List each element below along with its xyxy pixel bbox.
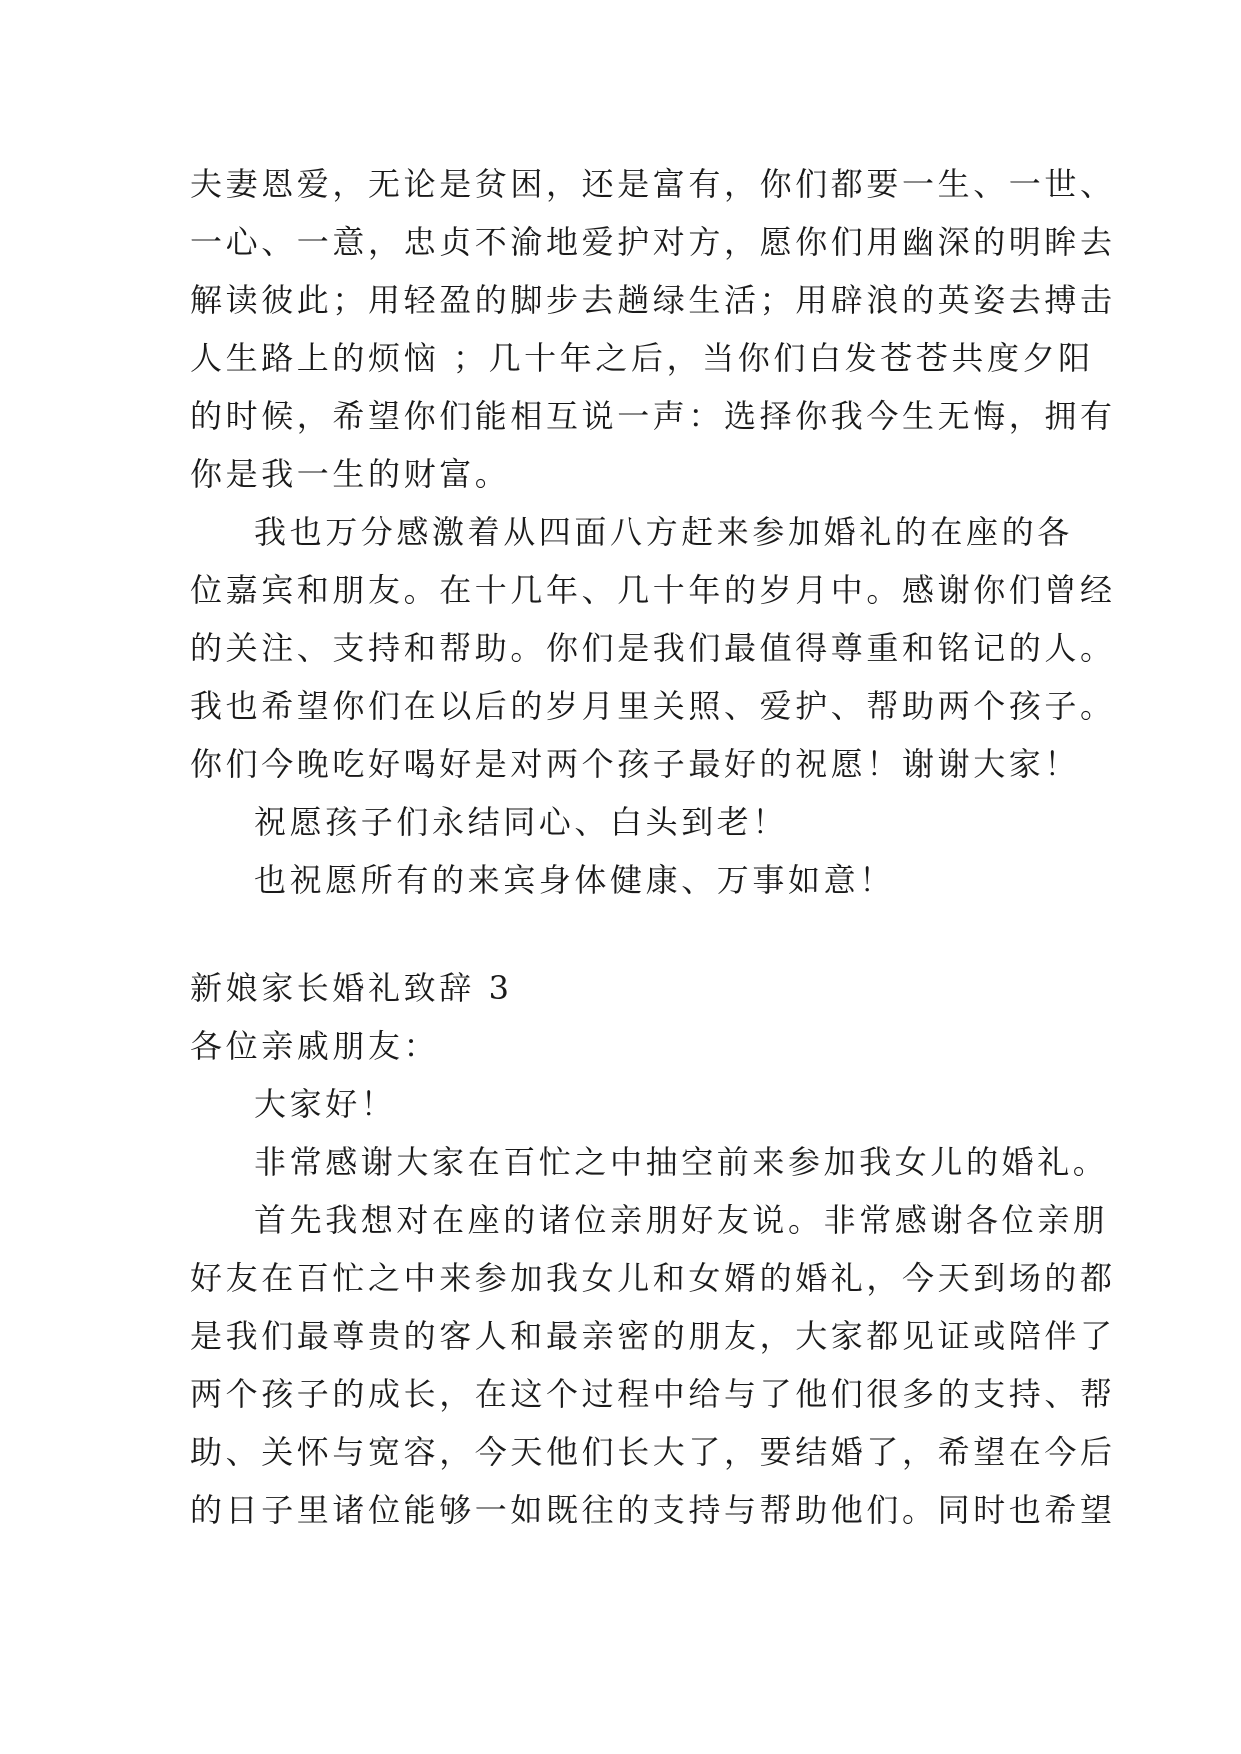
paragraph-line: 的关注、支持和帮助。你们是我们最值得尊重和铭记的人。 (190, 629, 1116, 667)
paragraph-line: 位嘉宾和朋友。在十几年、几十年的岁月中。感谢你们曾经 (190, 571, 1116, 609)
paragraph-line: 你们今晚吃好喝好是对两个孩子最好的祝愿！谢谢大家！ (190, 745, 1081, 783)
section-heading: 新娘家长婚礼致辞 3 (190, 969, 513, 1007)
paragraph-line: 解读彼此；用轻盈的脚步去趟绿生活；用辟浪的英姿去搏击 (190, 281, 1116, 319)
paragraph-line: 我也万分感激着从四面八方赶来参加婚礼的在座的各 (254, 513, 1073, 551)
paragraph-line: 夫妻恩爱，无论是贫困，还是富有，你们都要一生、一世、 (190, 165, 1116, 203)
paragraph-line: 两个孩子的成长，在这个过程中给与了他们很多的支持、帮 (190, 1375, 1116, 1413)
greeting: 大家好！ (254, 1085, 397, 1123)
paragraph-line: 助、关怀与宽容，今天他们长大了，要结婚了，希望在今后 (190, 1433, 1116, 1471)
paragraph-line: 的时候，希望你们能相互说一声：选择你我今生无悔，拥有 (190, 397, 1116, 435)
paragraph-line: 也祝愿所有的来宾身体健康、万事如意！ (254, 861, 895, 899)
paragraph-line: 首先我想对在座的诸位亲朋好友说。非常感谢各位亲朋 (254, 1201, 1109, 1239)
paragraph-line: 非常感谢大家在百忙之中抽空前来参加我女儿的婚礼。 (254, 1143, 1109, 1181)
paragraph-line: 的日子里诸位能够一如既往的支持与帮助他们。同时也希望 (190, 1491, 1116, 1529)
paragraph-line: 是我们最尊贵的客人和最亲密的朋友，大家都见证或陪伴了 (190, 1317, 1116, 1355)
salutation: 各位亲戚朋友： (190, 1027, 440, 1065)
paragraph-line: 你是我一生的财富。 (190, 455, 511, 493)
paragraph-line: 人生路上的烦恼 ；几十年之后，当你们白发苍苍共度夕阳 (190, 339, 1094, 377)
paragraph-line: 好友在百忙之中来参加我女儿和女婿的婚礼，今天到场的都 (190, 1259, 1116, 1297)
paragraph-line: 祝愿孩子们永结同心、白头到老！ (254, 803, 789, 841)
paragraph-line: 一心、一意，忠贞不渝地爱护对方，愿你们用幽深的明眸去 (190, 223, 1116, 261)
paragraph-line: 我也希望你们在以后的岁月里关照、爱护、帮助两个孩子。 (190, 687, 1116, 725)
